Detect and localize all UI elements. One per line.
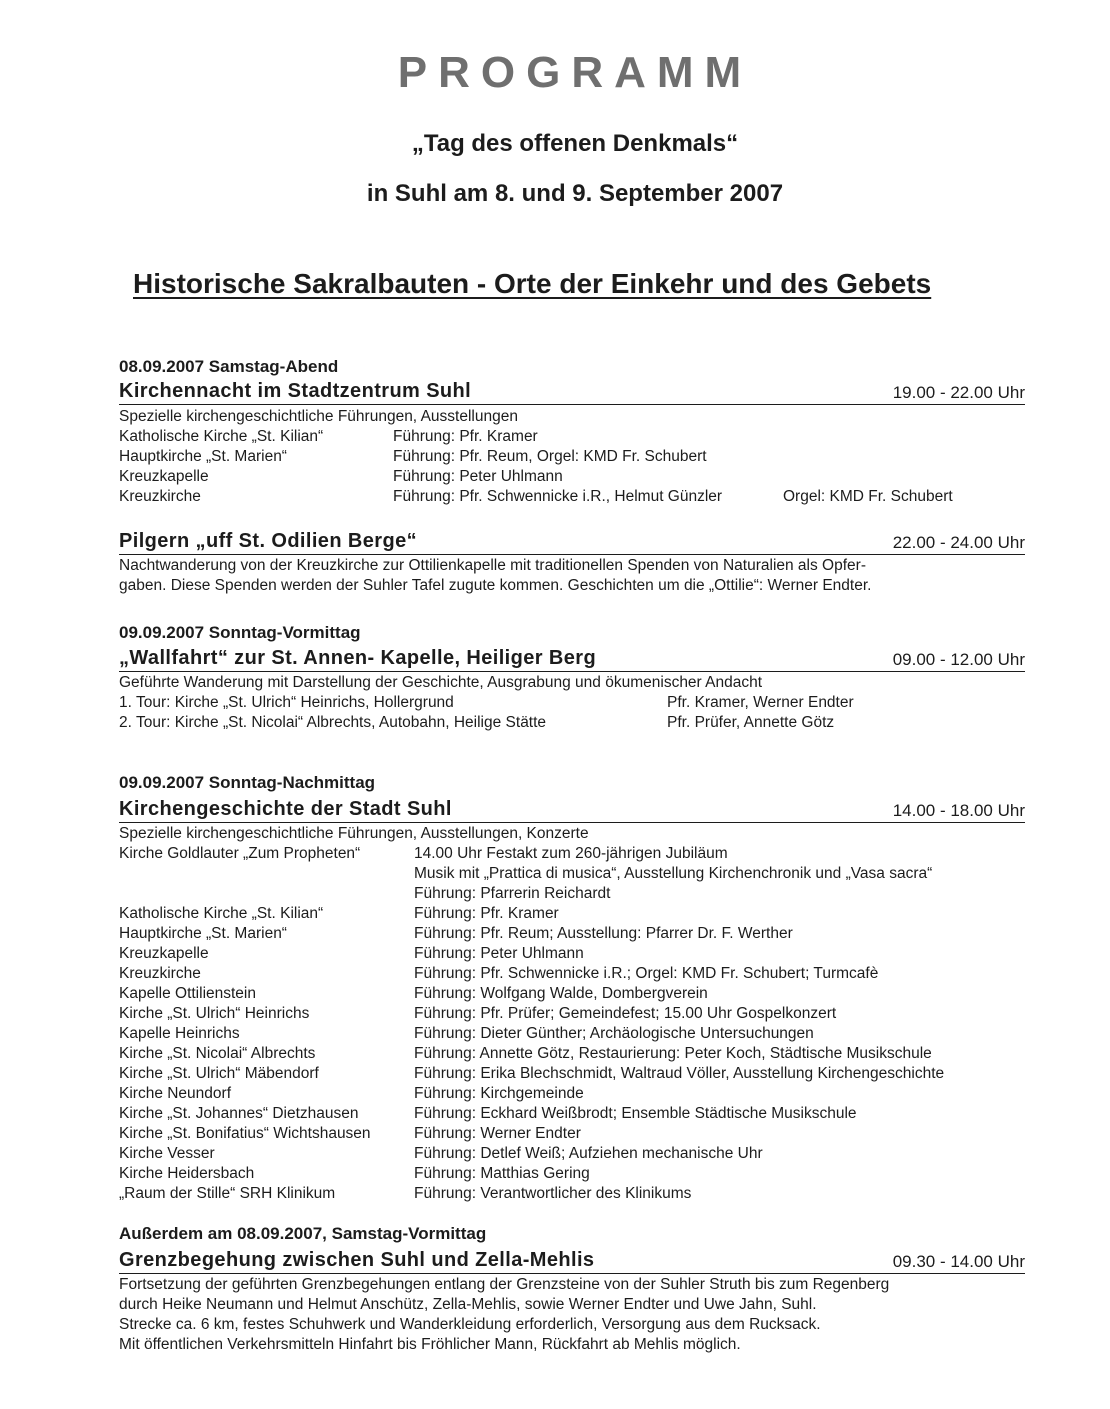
list-item — [119, 984, 1029, 1004]
section-time: 19.00 - 22.00 Uhr — [892, 383, 1025, 402]
program: Führung: Kirchgemeinde — [414, 1085, 584, 1102]
section-date: 09.09.2007 Sonntag-Vormittag — [119, 623, 361, 642]
list-item — [119, 1164, 1029, 1184]
list-item — [119, 467, 1029, 487]
section-time: 14.00 - 18.00 Uhr — [892, 801, 1025, 820]
section-title: Pilgern „uff St. Odilien Berge“ — [119, 530, 417, 552]
section-body — [119, 407, 1029, 507]
guide: Führung: Pfr. Kramer — [393, 428, 538, 445]
venue: Kapelle Ottilienstein — [119, 985, 256, 1002]
tour-guides: Pfr. Kramer, Werner Endter — [667, 694, 854, 711]
venue: Katholische Kirche „St. Kilian“ — [119, 905, 324, 922]
tour-route: 2. Tour: Kirche „St. Nicolai“ Albrechts, Autobahn, Heilige Stätte — [119, 714, 547, 731]
venue: „Raum der Stille“ SRH Klinikum — [119, 1185, 336, 1202]
section-heading — [119, 530, 1025, 555]
section-title: „Wallfahrt“ zur St. Annen- Kapelle, Heiliger Berg — [119, 647, 597, 669]
list-item — [119, 1044, 1029, 1064]
list-item — [119, 1124, 1029, 1144]
venue: Kirche „St. Nicolai“ Albrechts — [119, 1045, 316, 1062]
program: Führung: Erika Blechschmidt, Waltraud Völler, Ausstellung Kirchengeschichte — [414, 1065, 945, 1082]
event-date-location: in Suhl am 8. und 9. September 2007 — [366, 180, 784, 207]
program: Führung: Eckhard Weißbrodt; Ensemble Städtische Musikschule — [414, 1105, 857, 1122]
list-item — [119, 1064, 1029, 1084]
venue: Kreuzkapelle — [119, 468, 209, 485]
venue: Kreuzkirche — [119, 965, 201, 982]
section-intro: Geführte Wanderung mit Darstellung der Geschichte, Ausgrabung und ökumenischer Andacht — [119, 674, 763, 691]
venue: Hauptkirche „St. Marien“ — [119, 925, 287, 942]
list-item — [119, 884, 1029, 904]
section-date: 08.09.2007 Samstag-Abend — [119, 357, 339, 376]
program: Führung: Werner Endter — [414, 1125, 581, 1142]
section-heading — [119, 380, 1025, 405]
program: Führung: Pfr. Schwennicke i.R.; Orgel: KMD Fr. Schubert; Turmcafè — [414, 965, 879, 982]
venue: Katholische Kirche „St. Kilian“ — [119, 428, 324, 445]
list-item — [119, 427, 1029, 447]
paragraph-line: Nachtwanderung von der Kreuzkirche zur Ottilienkapelle mit traditionellen Spenden von Naturalien als Opfer- — [119, 557, 866, 574]
program: Führung: Verantwortlicher des Klinikums — [414, 1185, 692, 1202]
paragraph-line: durch Heike Neumann und Helmut Anschütz, Zella-Mehlis, sowie Werner Endter und Uwe Jahn, Suhl. — [119, 1296, 817, 1313]
section-heading — [119, 647, 1025, 672]
main-heading: Historische Sakralbauten - Orte der Einkehr und des Gebets — [133, 268, 932, 299]
list-item — [119, 693, 1029, 713]
program: Führung: Detlef Weiß; Aufziehen mechanische Uhr — [414, 1145, 763, 1162]
venue: Kirche „St. Ulrich“ Heinrichs — [119, 1005, 310, 1022]
list-item — [119, 713, 1029, 733]
section-time: 09.30 - 14.00 Uhr — [892, 1252, 1025, 1271]
paragraph-line: gaben. Diese Spenden werden der Suhler Tafel zugute kommen. Geschichten um die „Ottilie“: Werner Endter. — [119, 577, 872, 594]
list-item — [119, 844, 1029, 864]
list-item — [119, 1024, 1029, 1044]
venue: Kirche „St. Johannes“ Dietzhausen — [119, 1105, 359, 1122]
program: Führung: Pfr. Reum; Ausstellung: Pfarrer Dr. F. Werther — [414, 925, 793, 942]
list-item — [119, 487, 1029, 507]
section-heading — [119, 1249, 1025, 1274]
page-title: PROGRAMM — [397, 48, 753, 97]
section-body — [119, 824, 1029, 1204]
program: Musik mit „Prattica di musica“, Ausstellung Kirchenchronik und „Vasa sacra“ — [414, 865, 933, 882]
list-item — [119, 447, 1029, 467]
section-title: Kirchennacht im Stadtzentrum Suhl — [119, 380, 472, 402]
program: Führung: Pfr. Prüfer; Gemeindefest; 15.00 Uhr Gospelkonzert — [414, 1005, 837, 1022]
list-item — [119, 1004, 1029, 1024]
program: Führung: Pfarrerin Reichardt — [414, 885, 611, 902]
section-title: Kirchengeschichte der Stadt Suhl — [119, 798, 452, 820]
section-body — [119, 673, 1029, 733]
organ: Orgel: KMD Fr. Schubert — [783, 488, 953, 505]
venue: Kirche „St. Ulrich“ Mäbendorf — [119, 1065, 319, 1082]
list-item — [119, 1084, 1029, 1104]
tour-route: 1. Tour: Kirche „St. Ulrich“ Heinrichs, Hollergrund — [119, 694, 454, 711]
guide: Führung: Pfr. Reum, Orgel: KMD Fr. Schubert — [393, 448, 707, 465]
list-item — [119, 944, 1029, 964]
tour-guides: Pfr. Prüfer, Annette Götz — [667, 714, 835, 731]
section-date: Außerdem am 08.09.2007, Samstag-Vormittag — [119, 1224, 487, 1243]
venue: Kirche „St. Bonifatius“ Wichtshausen — [119, 1125, 371, 1142]
list-item — [119, 964, 1029, 984]
list-item — [119, 1104, 1029, 1124]
venue: Kreuzkirche — [119, 488, 201, 505]
section-body — [119, 556, 1029, 596]
paragraph-line: Fortsetzung der geführten Grenzbegehungen entlang der Grenzsteine von der Suhler Struth bis zum Regenberg — [119, 1276, 890, 1293]
section-body — [119, 1275, 1029, 1355]
program: Führung: Matthias Gering — [414, 1165, 590, 1182]
section-title: Grenzbegehung zwischen Suhl und Zella-Mehlis — [119, 1249, 595, 1271]
section-time: 09.00 - 12.00 Uhr — [892, 650, 1025, 669]
program: 14.00 Uhr Festakt zum 260-jährigen Jubiläum — [414, 845, 728, 862]
section-heading — [119, 798, 1025, 823]
program: Führung: Dieter Günther; Archäologische Untersuchungen — [414, 1025, 814, 1042]
guide: Führung: Pfr. Schwennicke i.R., Helmut Günzler — [393, 488, 723, 505]
section-intro: Spezielle kirchengeschichtliche Führungen, Ausstellungen, Konzerte — [119, 825, 589, 842]
section-date: 09.09.2007 Sonntag-Nachmittag — [119, 773, 376, 792]
program: Führung: Wolfgang Walde, Dombergverein — [414, 985, 708, 1002]
venue: Kapelle Heinrichs — [119, 1025, 240, 1042]
venue: Kirche Heidersbach — [119, 1165, 255, 1182]
paragraph-line: Strecke ca. 6 km, festes Schuhwerk und Wanderkleidung erforderlich, Versorgung aus dem Rucksack. — [119, 1316, 821, 1333]
venue: Kirche Neundorf — [119, 1085, 232, 1102]
guide: Führung: Peter Uhlmann — [393, 468, 563, 485]
venue: Kirche Goldlauter „Zum Propheten“ — [119, 845, 361, 862]
venue: Hauptkirche „St. Marien“ — [119, 448, 287, 465]
list-item — [119, 1184, 1029, 1204]
venue: Kreuzkapelle — [119, 945, 209, 962]
event-subtitle: „Tag des offenen Denkmals“ — [411, 130, 739, 157]
list-item — [119, 904, 1029, 924]
program: Führung: Pfr. Kramer — [414, 905, 559, 922]
list-item — [119, 1144, 1029, 1164]
program: Führung: Annette Götz, Restaurierung: Peter Koch, Städtische Musikschule — [414, 1045, 932, 1062]
list-item — [119, 924, 1029, 944]
program: Führung: Peter Uhlmann — [414, 945, 584, 962]
venue: Kirche Vesser — [119, 1145, 215, 1162]
list-item — [119, 864, 1029, 884]
paragraph-line: Mit öffentlichen Verkehrsmitteln Hinfahrt bis Fröhlicher Mann, Rückfahrt ab Mehlis möglich. — [119, 1336, 741, 1353]
section-time: 22.00 - 24.00 Uhr — [892, 533, 1025, 552]
section-intro: Spezielle kirchengeschichtliche Führungen, Ausstellungen — [119, 408, 518, 425]
